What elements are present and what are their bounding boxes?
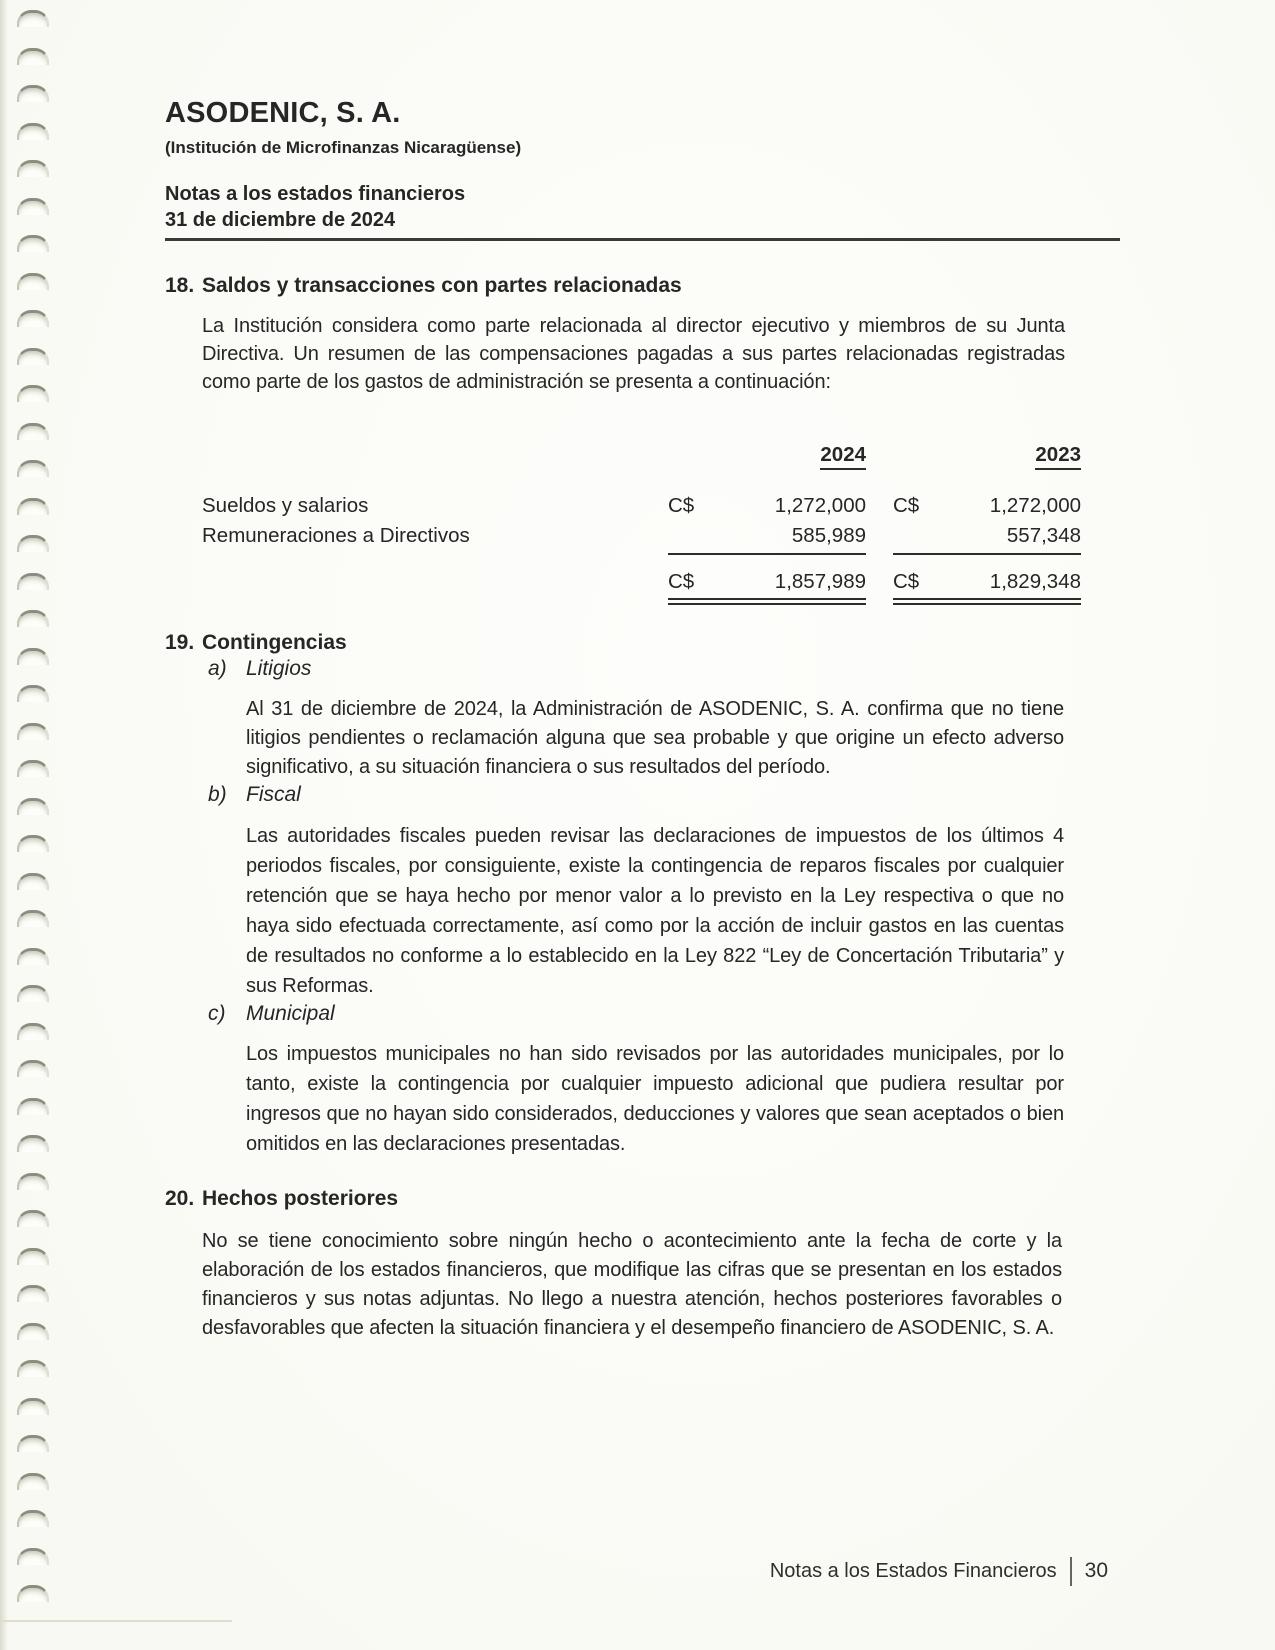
page-bottom-edge bbox=[0, 1620, 232, 1622]
section-20-paragraph: No se tiene conocimiento sobre ningún hecho o acontecimiento ante la fecha de corte y la elaboración de los estados financieros, que modifique las cifras que se presentan en los estados financieros y sus notas adjuntas. No llego a nuestra atención, hechos posteriores favorables o desfavorables que afecten la situación financiera y el desempeño financiero de ASODENIC, S. A. bbox=[202, 1230, 1062, 1339]
header-rule bbox=[165, 238, 1120, 241]
item-letter: b) bbox=[208, 783, 227, 806]
table-total-row bbox=[202, 568, 1120, 605]
footer-label: Notas a los Estados Financieros bbox=[769, 1560, 1057, 1582]
section-19-title: Contingencias bbox=[202, 631, 347, 654]
section-20-number: 20. bbox=[165, 1187, 195, 1210]
column-header-2023: 2023 bbox=[1035, 443, 1081, 470]
related-parties-table bbox=[202, 443, 1120, 605]
currency-symbol: C$ bbox=[893, 570, 920, 593]
amount-2023: 557,348 bbox=[1006, 524, 1081, 547]
amount-2024: 585,989 bbox=[791, 524, 866, 547]
row-label: Remuneraciones a Directivos bbox=[202, 524, 470, 547]
company-name: ASODENIC, S. A. bbox=[165, 97, 401, 129]
document-title: Notas a los estados financieros bbox=[165, 183, 466, 205]
section-19 bbox=[165, 629, 1120, 1159]
section-18-paragraph: La Institución considera como parte relacionada al director ejecutivo y miembros de su Junta Directiva. Un resumen de las compensaciones pagadas a sus partes relacionadas registradas como parte de los gastos de administración se presenta a continuación: bbox=[202, 315, 1065, 393]
section-19-heading bbox=[165, 629, 1120, 656]
binding-hole bbox=[17, 1398, 49, 1415]
currency-symbol: C$ bbox=[668, 494, 695, 517]
currency-symbol: C$ bbox=[893, 494, 920, 517]
section-18-heading bbox=[165, 272, 1120, 299]
binding-hole bbox=[17, 1360, 49, 1377]
item-label: Fiscal bbox=[246, 783, 301, 806]
total-2024: 1,857,989 bbox=[774, 570, 866, 593]
row-label: Sueldos y salarios bbox=[202, 494, 369, 517]
page-footer bbox=[770, 1556, 1108, 1586]
section-18-title: Saldos y transacciones con partes relacionadas bbox=[202, 274, 682, 297]
table-header-row bbox=[202, 443, 1120, 470]
company-subtitle: (Institución de Microfinanzas Nicaragüense) bbox=[165, 138, 522, 157]
litigios-paragraph: Al 31 de diciembre de 2024, la Administración de ASODENIC, S. A. confirma que no tiene litigios pendientes o reclamación alguna que sea probable y que origine un efecto adverso significativo, a su situación financiera o sus resultados del período. bbox=[246, 698, 1064, 778]
footer-separator bbox=[1070, 1557, 1072, 1586]
binding-hole bbox=[17, 1548, 49, 1565]
section-20-title: Hechos posteriores bbox=[202, 1187, 399, 1210]
section-18 bbox=[165, 272, 1120, 605]
binding-hole bbox=[17, 1435, 49, 1452]
table-row bbox=[202, 521, 1120, 555]
document-date: 31 de diciembre de 2024 bbox=[165, 209, 396, 231]
fiscal-paragraph: Las autoridades fiscales pueden revisar las declaraciones de impuestos de los últimos 4 periodos fiscales, por consiguiente, existe la contingencia de reparos fiscales por cualquier retención que se haya hecho por menor valor a lo previsto en la Ley respectiva o que no haya sido efectuada correctamente, así como por la acción de incluir gastos en las cuentas de resultados no conforme a lo establecido en la Ley 822 “Ley de Concertación Tributaria” y sus Reformas. bbox=[246, 825, 1064, 997]
amount-2023: 1,272,000 bbox=[989, 494, 1081, 517]
section-19-number: 19. bbox=[165, 631, 195, 654]
subsection-litigios bbox=[165, 656, 1120, 782]
binding-hole bbox=[17, 1585, 49, 1602]
item-label: Municipal bbox=[246, 1002, 335, 1025]
table-row bbox=[202, 491, 1120, 521]
item-letter: a) bbox=[208, 657, 227, 680]
total-2023: 1,829,348 bbox=[989, 570, 1081, 593]
section-20 bbox=[165, 1185, 1120, 1343]
municipal-paragraph: Los impuestos municipales no han sido revisados por las autoridades municipales, por lo tanto, existe la contingencia por cualquier impuesto adicional que pudiera resultar por ingresos que no hayan sido considerados, deducciones y valores que sean aceptados o bien omitidos en las declaraciones presentadas. bbox=[246, 1043, 1064, 1155]
binding-hole bbox=[17, 1510, 49, 1527]
amount-2024: 1,272,000 bbox=[774, 494, 866, 517]
column-header-2024: 2024 bbox=[820, 443, 866, 470]
section-20-heading bbox=[165, 1185, 1120, 1212]
binding-hole bbox=[17, 1473, 49, 1490]
item-letter: c) bbox=[208, 1002, 226, 1025]
subsection-fiscal bbox=[165, 782, 1120, 1001]
page-number: 30 bbox=[1084, 1559, 1108, 1582]
section-18-number: 18. bbox=[165, 274, 195, 297]
document-header bbox=[165, 96, 1120, 241]
currency-symbol: C$ bbox=[668, 570, 695, 593]
item-label: Litigios bbox=[246, 657, 312, 680]
subsection-municipal bbox=[165, 1001, 1120, 1159]
